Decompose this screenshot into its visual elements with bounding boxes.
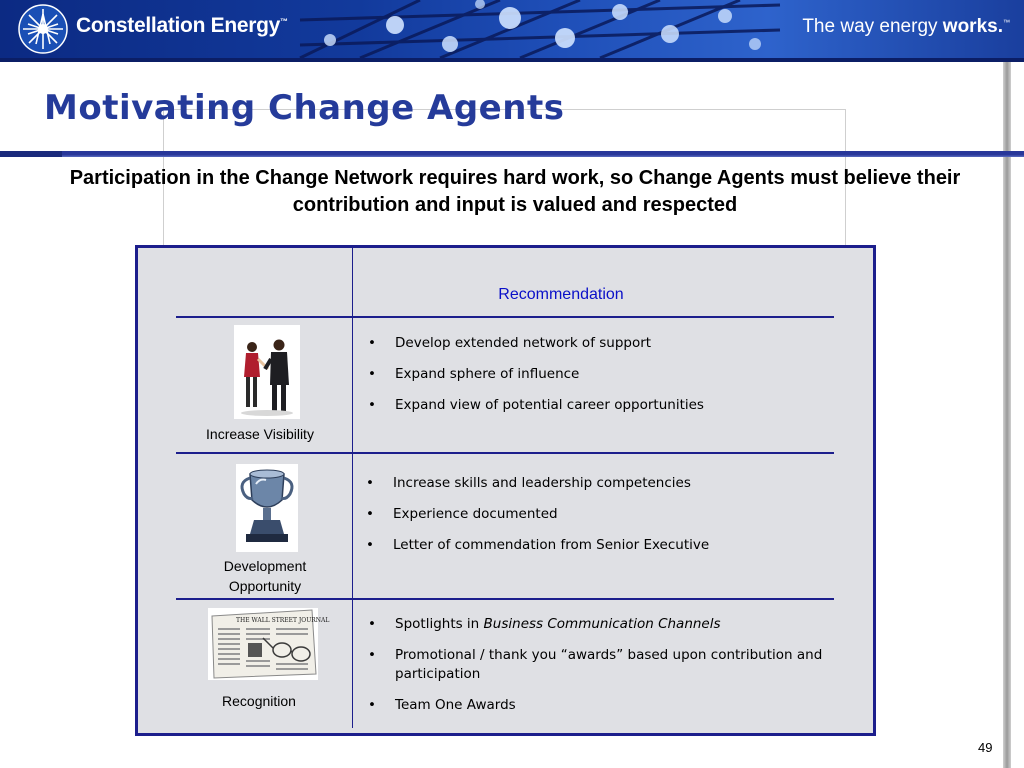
list-item: • Develop extended network of support: [368, 335, 652, 351]
row-rule-1: [176, 452, 834, 454]
header-rule: [176, 316, 834, 318]
list-item: • Team One Awards: [368, 697, 516, 713]
svg-text:THE WALL STREET JOURNAL: THE WALL STREET JOURNAL: [236, 617, 330, 624]
header-banner: [0, 0, 1024, 58]
row-label-increase-visibility: Increase Visibility: [206, 426, 314, 442]
bullet-list-visibility: [368, 334, 818, 427]
right-edge-bar: [1003, 62, 1011, 768]
row-label-line: Development: [223, 558, 307, 574]
slide-title: Motivating Change Agents: [44, 88, 565, 128]
list-item: • Experience documented: [366, 506, 558, 522]
recommendation-column-header: Recommendation: [498, 286, 624, 303]
trophy-photo-icon: [236, 464, 298, 552]
page-number: 49: [978, 740, 993, 755]
bullet-list-development: [366, 474, 818, 567]
bullet-list-recognition: [368, 615, 826, 727]
row-rule-2: [176, 598, 834, 600]
slide-subtitle: Participation in the Change Network requires hard work, so Change Agents must believe their contribution and input is valued and respected: [69, 167, 961, 216]
list-item: • Expand sphere of influence: [368, 366, 580, 382]
column-divider: [352, 248, 353, 728]
list-item: • Letter of commendation from Senior Executive: [366, 537, 710, 553]
starburst-logo-icon: [18, 4, 68, 54]
row-label-development-opportunity: [176, 556, 354, 596]
list-item: • Expand view of potential career opportunities: [368, 397, 704, 413]
list-item: • Spotlights in Business Communication Channels: [368, 616, 721, 632]
handshake-photo-icon: [234, 325, 300, 419]
list-item: • Increase skills and leadership competencies: [366, 475, 691, 491]
title-underline: [0, 151, 1024, 157]
network-grid-graphic: [300, 0, 780, 58]
banner-divider: [0, 58, 1024, 62]
row-label-line: Opportunity: [228, 578, 302, 594]
tagline: The way energy works.™: [802, 16, 1010, 37]
row-label-recognition: Recognition: [222, 693, 296, 709]
brand-name: Constellation Energy™: [76, 14, 288, 37]
newspaper-photo-icon: [208, 608, 330, 680]
list-item: • Promotional / thank you “awards” based upon contribution and participation: [368, 647, 823, 682]
